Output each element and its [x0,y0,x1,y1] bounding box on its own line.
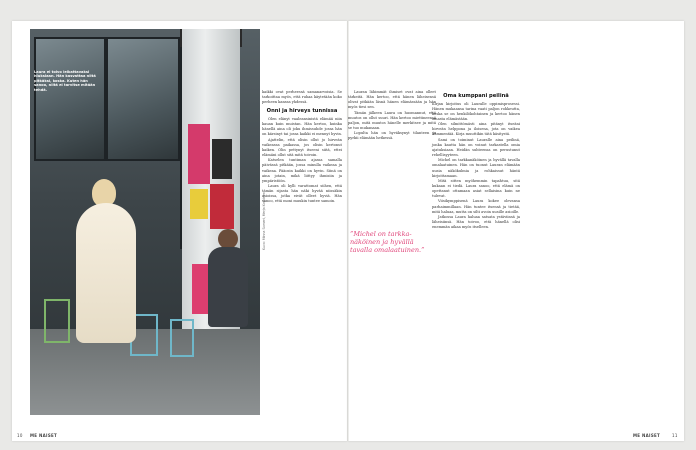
poster-yellow [190,189,208,219]
col3-paragraph: Viisikymppisenä Laura kokee olevansa parhaimmillaan. Hän tuntee itsensä ja tietää, mitä haluaa, mutta on silti avoin uusille asioille. [432,199,520,214]
text-column-1 [262,90,342,205]
col2-paragraph: Lauran lähimmät ihmiset ovat aina olleet tärkeitä. Hän kertoo, että hänen läheisensä olivat pitkään läsnä hänen elämässään ja hän myös tiesi sen. [348,90,436,110]
blue-chair-2 [170,319,194,357]
seated-man [208,229,248,329]
col1-paragraph: Olen elänyt vaaleansinistä elämää niin kauan kuin muistan. Hän kertoo, kuinka hänellä aina oli joku ihmissuhde jossa hän on kärsinyt tai jossa kaikki ei mennyt hyvin. [262,116,343,137]
photo-caption: Laura ei toivo leikattavaksi hiuksiaan. Hän kasvattaa niitä pitkäksi, koska. Kuten hän sanoo, niitä ei tarvitse mitään tehdä. [34,70,96,92]
green-chair [44,299,70,343]
col3-paragraph: Michel on tarkkanäköinen ja hyvällä tavalla omalaatuinen. Hän on tuonut Lauran elämään uusia näkökulmia ja rohkaissut häntä kirjoittamaan. [432,158,520,178]
pull-quote: ”Michel on tarkkanäköinen ja hyvällä tavalla omalaatuinen.” [350,230,425,254]
page-gutter [347,21,349,441]
poster-red [210,184,234,229]
magazine-name-right: ME NAISET [633,433,661,438]
poster-pink [188,124,210,184]
text-column-2 [348,90,436,142]
col1-intro: kaikki ovat perheessä samanarvoisia. Se tarkoittaa myös, että ruhaa käytetään koko perheen kanssa yhdessä. [262,90,342,105]
section-heading-2: Oma kumppani peilinä [443,93,509,99]
col3-paragraph: Sami on toiminut Lauralle aina peilinä, jonka kautta hän on voinut tarkastella omia ajatuksiaan. Heidän suhteensa on perustunut rehellisyyteen. [432,137,520,158]
col3-paragraph: Kirjan kirjoitus oli Lauralle oppimisprosessi. Hänen mukaansa tarina vaati paljon rohkeutta, koska se on henkilökohtainen ja kertoo hänen omasta elämästään. [432,101,520,121]
page-number-right: 11 [672,433,678,438]
window-pane-right [106,37,180,161]
man-head [218,229,238,249]
col1-paragraph: Katselen tuntiman ajassa samalla päivässä pitkään, jossa minulla vaikeaa ja vaikeaa. Pääosin kaikki on hyvin. Siinä on aina jotain, mikä liittyy ihmisiin ja ympäristöön. [262,158,342,183]
window-pane-left [34,37,106,161]
col2-paragraph: Lopulta hän on hyväksynyt tilanteen ja pyrkii elämään hetkessä. [348,131,436,141]
magazine-name-left: ME NAISET [30,433,58,438]
photo-credit: Kuva: Minna Someri, Merja Koskinen [262,192,266,250]
text-column-3 [432,90,520,230]
woman-in-white [70,179,140,349]
col3-paragraph: Mitä sitten myöhemmin tapahtuu, sitä kukaan ei tiedä. Laura sanoo, että elämä on opettanut ottamaan asiat sellaisina kuin ne tulevat. [432,178,520,199]
page-number-left: 10 [17,433,23,438]
man-body [208,247,248,327]
poster-black [212,139,232,179]
col3-paragraph: Jatkossa Laura haluaa satsata ystäviinsä ja läheisiinsä. Hän toivoo, että hänellä olisi enemmän aikaa myös itselleen. [432,214,520,230]
section-heading-1: Onni ja hirveys tunnissa [266,108,338,115]
col1-paragraph: Ajattelin, että olisin ollut jo hirveän vaikeassa paikassa, jos olisin kertonut kaiken. Olin pettynyt itseeni siitä, ettei elämäni ollut sitä mitä toivoin. [262,137,342,158]
col3-paragraph: Olen silmittömästi aina pitänyt itseäni hirveän helppona ja iloisena, jota on vaikea hämmentää. Kirja muuttikin tätä käsitystä. [432,122,520,137]
col1-paragraph: Laura oli kylli varattomat siihen, että tämän sijasta hän näki hyvää niissäkin asioissa, jotka eivät olleet hyviä. Hän sanoo, että moni muukin tuntee samoin. [262,184,342,204]
col2-paragraph: Tämän jälkeen Laura on huomannut, että muutos on ollut suuri. Hän kertoo miettineensä paljon, mitä muutos hänelle merkitsee ja mitä se tuo mukanaan. [348,110,436,131]
woman-dress [76,203,136,343]
